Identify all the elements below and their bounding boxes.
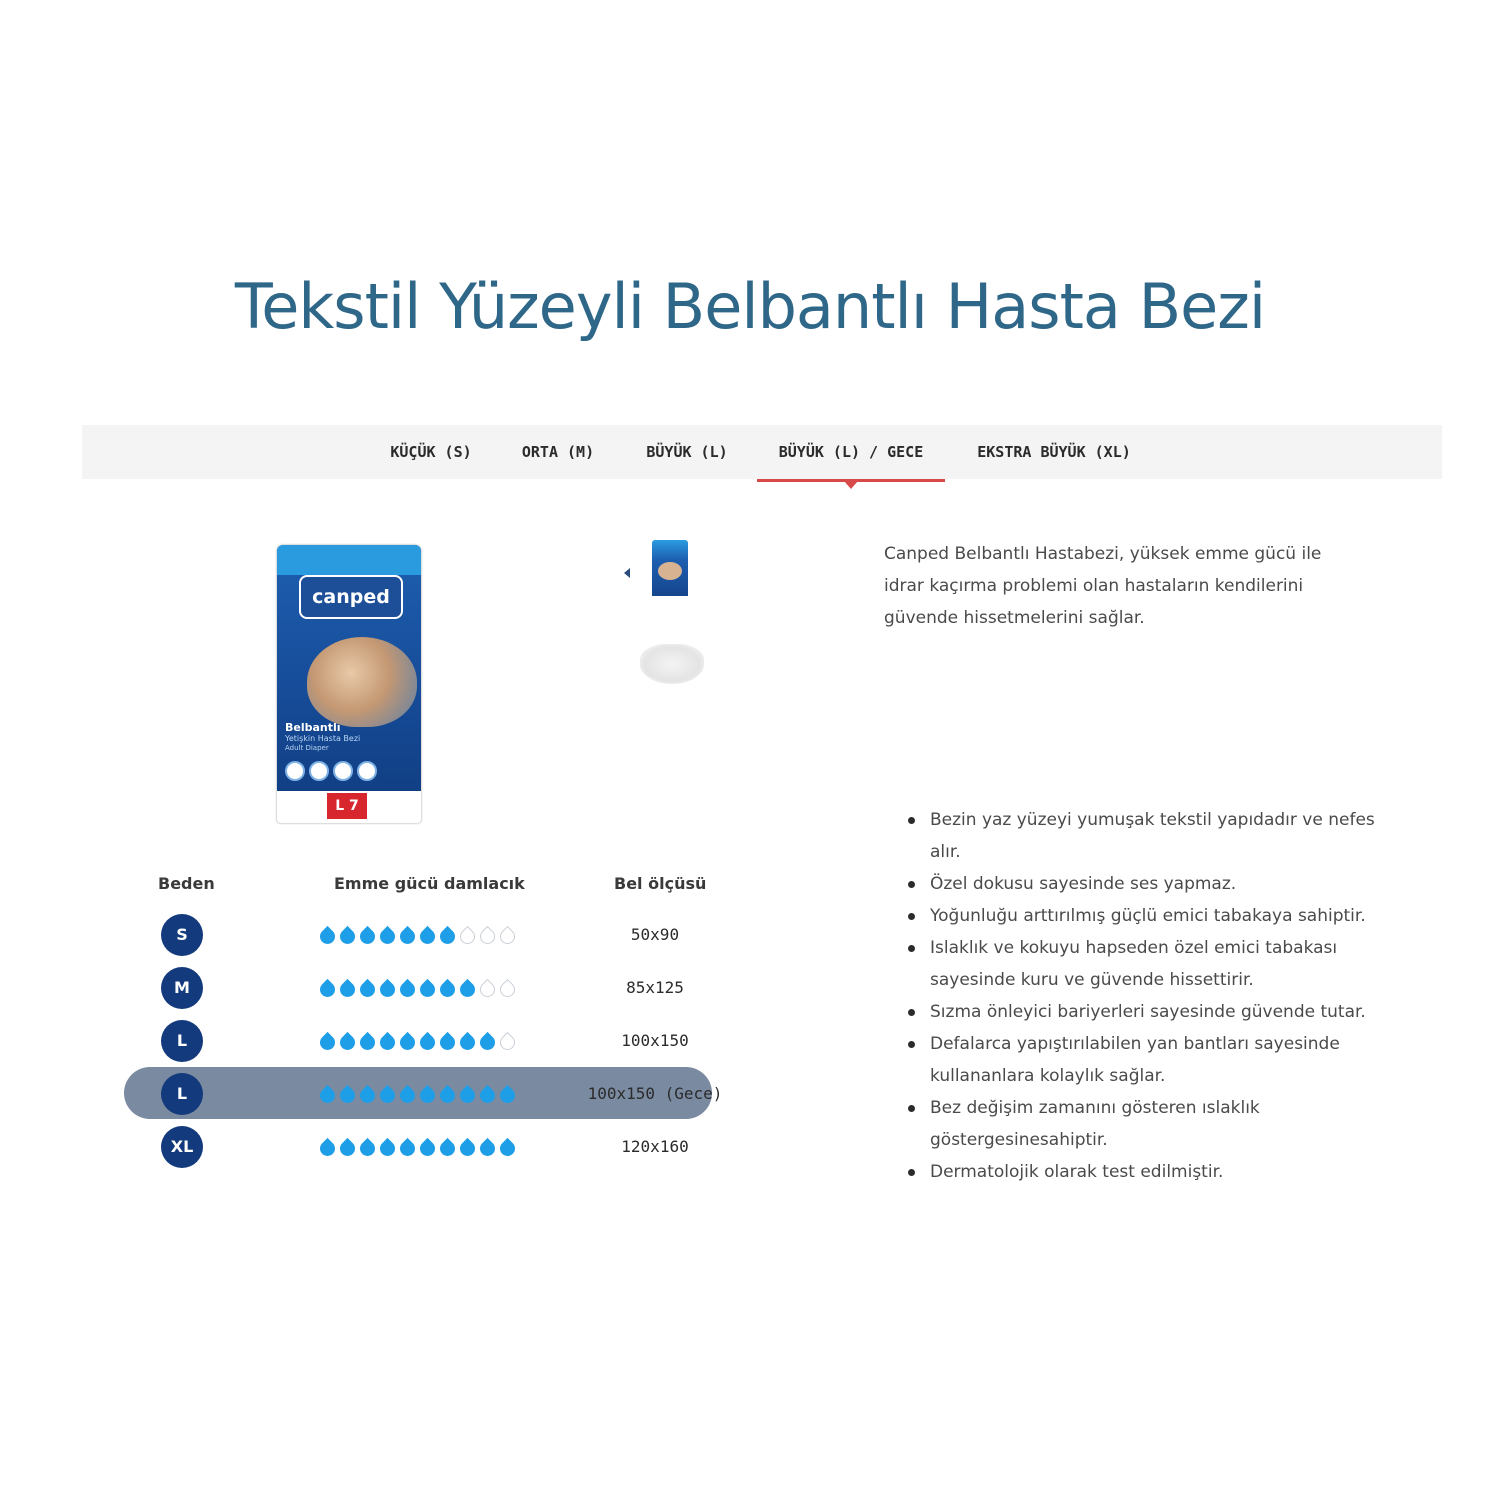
drop-filled-icon	[437, 1138, 458, 1159]
pack-couple-photo	[307, 637, 417, 727]
drop-filled-icon	[337, 926, 358, 947]
drop-filled-icon	[457, 979, 478, 1000]
product-pack-image	[277, 545, 421, 823]
drop-filled-icon	[377, 926, 398, 947]
drop-filled-icon	[357, 926, 378, 947]
drop-empty-icon	[497, 979, 518, 1000]
drop-filled-icon	[377, 1138, 398, 1159]
drop-filled-icon	[437, 926, 458, 947]
page-title: Tekstil Yüzeyli Belbantlı Hasta Bezi	[234, 270, 1266, 343]
feature-item: Yoğunluğu arttırılmış güçlü emici tabakaya sahiptir.	[908, 900, 1378, 932]
absorbency-drops	[320, 1081, 520, 1105]
drop-filled-icon	[497, 1138, 518, 1159]
drop-filled-icon	[477, 1138, 498, 1159]
drop-filled-icon	[397, 1138, 418, 1159]
feature-list	[908, 804, 1378, 1188]
feature-icon	[357, 761, 377, 781]
tab-extra-large[interactable]: EKSTRA BÜYÜK (XL)	[977, 443, 1131, 461]
drop-filled-icon	[457, 1085, 478, 1106]
drop-filled-icon	[457, 1032, 478, 1053]
feature-item: Bez değişim zamanını gösteren ıslaklık göstergesinesahiptir.	[908, 1092, 1378, 1156]
feature-icon	[309, 761, 329, 781]
active-tab-caret-icon	[844, 481, 858, 489]
drop-filled-icon	[337, 979, 358, 1000]
size-badge: S	[161, 914, 203, 956]
size-badge: L	[161, 1073, 203, 1115]
feature-icon	[333, 761, 353, 781]
drop-filled-icon	[417, 926, 438, 947]
drop-filled-icon	[477, 1085, 498, 1106]
header-absorbency: Emme gücü damlacık	[334, 874, 525, 893]
waist-size-value: 50x90	[630, 925, 680, 944]
drop-filled-icon	[417, 1085, 438, 1106]
drop-filled-icon	[397, 1032, 418, 1053]
drop-filled-icon	[337, 1032, 358, 1053]
drop-filled-icon	[417, 1032, 438, 1053]
size-badge: XL	[161, 1126, 203, 1168]
drop-filled-icon	[437, 1085, 458, 1106]
tab-small[interactable]: KÜÇÜK (S)	[390, 443, 472, 461]
feature-item: Sızma önleyici bariyerleri sayesinde güvende tutar.	[908, 996, 1378, 1028]
size-tab-bar	[82, 425, 1442, 479]
pack-subtitle: Yetişkin Hasta Bezi	[285, 734, 361, 743]
tab-large[interactable]: BÜYÜK (L)	[646, 443, 728, 461]
drop-empty-icon	[497, 926, 518, 947]
drop-filled-icon	[317, 979, 338, 1000]
drop-empty-icon	[477, 979, 498, 1000]
drop-filled-icon	[317, 1138, 338, 1159]
thumbnail-prev-arrow-icon[interactable]	[624, 568, 630, 578]
size-badge: L	[161, 1020, 203, 1062]
absorbency-drops	[320, 1028, 520, 1052]
tab-medium[interactable]: ORTA (M)	[521, 443, 595, 461]
feature-item: Defalarca yapıştırılabilen yan bantları sayesinde kullananlara kolaylık sağlar.	[908, 1028, 1378, 1092]
drop-filled-icon	[357, 1032, 378, 1053]
canped-logo: canped	[299, 575, 403, 619]
feature-item: Özel dokusu sayesinde ses yapmaz.	[908, 868, 1378, 900]
drop-empty-icon	[477, 926, 498, 947]
drop-filled-icon	[337, 1085, 358, 1106]
drop-empty-icon	[497, 1032, 518, 1053]
size-badge: M	[161, 967, 203, 1009]
drop-filled-icon	[397, 926, 418, 947]
drop-filled-icon	[357, 979, 378, 1000]
drop-empty-icon	[457, 926, 478, 947]
drop-filled-icon	[317, 926, 338, 947]
waist-size-value: 85x125	[626, 978, 684, 997]
drop-filled-icon	[337, 1138, 358, 1159]
thumbnail-pack-bottom	[652, 596, 688, 606]
pack-top-stripe	[277, 545, 421, 575]
drop-filled-icon	[317, 1032, 338, 1053]
drop-filled-icon	[397, 1085, 418, 1106]
drop-filled-icon	[357, 1138, 378, 1159]
header-waist: Bel ölçüsü	[614, 874, 707, 893]
pack-subtitle-en: Adult Diaper	[285, 744, 329, 752]
thumbnail-diaper[interactable]	[640, 644, 704, 684]
feature-item: Dermatolojik olarak test edilmiştir.	[908, 1156, 1378, 1188]
drop-filled-icon	[317, 1085, 338, 1106]
drop-filled-icon	[437, 1032, 458, 1053]
pack-feature-icons	[285, 761, 381, 785]
drop-filled-icon	[437, 979, 458, 1000]
absorbency-drops	[320, 922, 520, 946]
thumbnail-pack[interactable]	[652, 540, 688, 606]
drop-filled-icon	[377, 1085, 398, 1106]
tab-large-night-label: BÜYÜK (L) / GECE	[778, 443, 924, 461]
drop-filled-icon	[357, 1085, 378, 1106]
pack-size-label: L 7	[327, 793, 367, 819]
feature-item: Bezin yaz yüzeyi yumuşak tekstil yapıdadır ve nefes alır.	[908, 804, 1378, 868]
waist-size-value: 120x160	[621, 1137, 689, 1156]
header-size: Beden	[158, 874, 215, 893]
drop-filled-icon	[497, 1085, 518, 1106]
waist-size-value: 100x150 (Gece)	[587, 1084, 723, 1103]
drop-filled-icon	[477, 1032, 498, 1053]
drop-filled-icon	[417, 979, 438, 1000]
drop-filled-icon	[417, 1138, 438, 1159]
feature-item: Islaklık ve kokuyu hapseden özel emici tabakası sayesinde kuru ve güvende hissettirir.	[908, 932, 1378, 996]
feature-icon	[285, 761, 305, 781]
waist-size-value: 100x150	[621, 1031, 689, 1050]
pack-name: Belbantlı	[285, 721, 341, 734]
tab-large-night[interactable]	[757, 425, 945, 482]
absorbency-drops	[320, 975, 520, 999]
absorbency-drops	[320, 1134, 520, 1158]
drop-filled-icon	[377, 979, 398, 1000]
product-description: Canped Belbantlı Hastabezi, yüksek emme gücü ile idrar kaçırma problemi olan hastaların kendilerini güvende hissetmelerini sağlar.	[884, 544, 1322, 628]
thumbnail-pack-photo	[658, 562, 682, 580]
drop-filled-icon	[397, 979, 418, 1000]
drop-filled-icon	[377, 1032, 398, 1053]
drop-filled-icon	[457, 1138, 478, 1159]
